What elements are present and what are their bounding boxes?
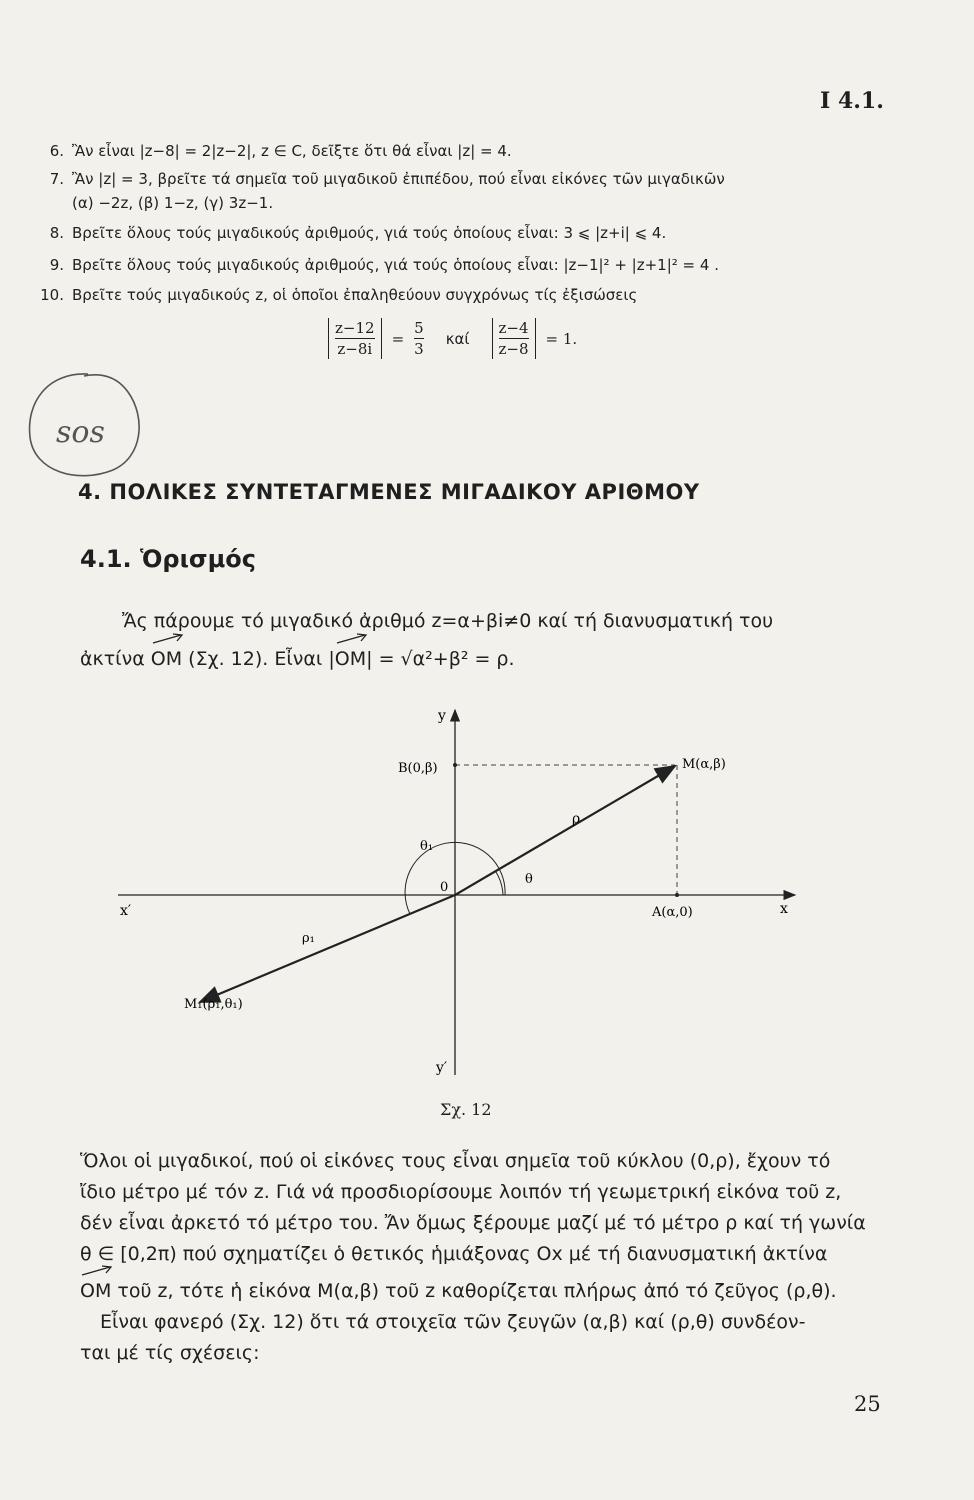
- fraction-numerator: 5: [414, 319, 424, 337]
- exercise-number: 6.: [49, 142, 64, 160]
- label-y: y: [438, 708, 446, 724]
- label-m: M(α,β): [682, 757, 726, 772]
- section-heading: 4.1. Ὁρισμός: [80, 545, 256, 573]
- intro-line-2: [80, 644, 515, 675]
- vector-arrow-icon: [335, 632, 369, 646]
- fraction-numerator: z−12: [335, 319, 375, 337]
- intro-text: | = √α²+β² = ρ.: [366, 648, 515, 670]
- fraction-denominator: 3: [414, 340, 424, 358]
- figure-caption: Σχ. 12: [440, 1100, 492, 1119]
- exercise-number: 7.: [49, 170, 64, 188]
- label-a: A(α,0): [652, 905, 693, 920]
- handwritten-note: sos: [56, 415, 105, 450]
- exercise-text: Βρεῖτε ὅλους τούς μιγαδικούς ἀριθμούς, γιά τούς ὁποίους εἶναι: |z−1|² + |z+1|² = 4 .: [72, 256, 719, 274]
- paragraph-line-4: θ ∈ [0,2π) πού σχηματίζει ὁ θετικός ἡμιάξονας Ox μέ τή διανυσματική ἀκτίνα: [80, 1243, 828, 1265]
- paragraph-line-2: ἴδιο μέτρο μέ τόν z. Γιά νά προσδιορίσουμε λοιπόν τή γεωμετρική εἰκόνα τοῦ z,: [80, 1181, 842, 1203]
- fraction-abs-1: [328, 318, 382, 359]
- section-reference: I 4.1.: [820, 88, 884, 114]
- vector-arrow-icon: [80, 1264, 114, 1278]
- page-number: 25: [854, 1392, 881, 1416]
- paragraph-line-5: [80, 1276, 837, 1307]
- exercise-text: Βρεῖτε τούς μιγαδικούς z, οἱ ὁποῖοι ἐπαληθεύουν συγχρόνως τίς ἐξισώσεις: [72, 286, 638, 304]
- exercise-7-cont: [30, 192, 273, 214]
- label-m1: M₁(ρ₁,θ₁): [184, 997, 243, 1012]
- vector-om-line: [455, 766, 675, 895]
- intro-text: ἀκτίνα: [80, 648, 151, 670]
- vector-label: OM: [80, 1280, 112, 1302]
- paragraph-text: τοῦ z, τότε ἡ εἰκόνα M(α,β) τοῦ z καθορίζεται πλήρως ἀπό τό ζεῦγος (ρ,θ).: [111, 1280, 837, 1302]
- exercise-10: [30, 284, 637, 306]
- exercise-8: [30, 222, 666, 244]
- exercise-text: (α) −2z, (β) 1−z, (γ) 3z−1.: [72, 194, 274, 212]
- vector-om1-line: [200, 895, 455, 1002]
- label-origin: 0: [440, 880, 449, 895]
- label-theta: θ: [525, 872, 533, 887]
- point-b: [453, 763, 457, 767]
- vector-om-3: [80, 1276, 111, 1307]
- figure-12: [100, 700, 820, 1100]
- label-rho1: ρ₁: [302, 931, 315, 946]
- fraction-rhs: [414, 318, 424, 359]
- equals-one: = 1.: [545, 329, 578, 348]
- chapter-heading: 4. ΠΟΛΙΚΕΣ ΣΥΝΤΕΤΑΓΜΕΝΕΣ ΜΙΓΑΔΙΚΟΥ ΑΡΙΘΜΟΥ: [78, 480, 700, 504]
- handwritten-sos-circle: [18, 362, 148, 492]
- fraction-abs-2: [492, 318, 536, 359]
- label-theta1: θ₁: [420, 839, 434, 854]
- vector-label: OM: [334, 648, 367, 670]
- label-x: x: [780, 901, 788, 917]
- exercise-9: [30, 254, 719, 276]
- exercise-text: Βρεῖτε ὅλους τούς μιγαδικούς ἀριθμούς, γιά τούς ὁποίους εἶναι: 3 ⩽ |z+i| ⩽ 4.: [72, 224, 667, 242]
- exercise-number: 10.: [40, 286, 64, 304]
- equation: [328, 318, 577, 359]
- conjunction: καί: [445, 329, 470, 348]
- exercise-number: 9.: [49, 256, 64, 274]
- paragraph-line-1: Ὅλοι οἱ μιγαδικοί, πού οἱ εἰκόνες τους εἶναι σημεῖα τοῦ κύκλου (0,ρ), ἔχουν τό: [80, 1150, 831, 1172]
- paragraph2-line-1: Εἶναι φανερό (Σχ. 12) ὅτι τά στοιχεῖα τῶν ζευγῶν (α,β) καί (ρ,θ) συνδέον-: [100, 1311, 806, 1333]
- fraction-denominator: z−8i: [337, 340, 373, 358]
- label-x-prime: x′: [120, 903, 132, 919]
- point-a: [675, 893, 679, 897]
- exercise-7: [30, 168, 725, 190]
- label-rho: ρ: [572, 811, 581, 827]
- intro-line-1: Ἄς πάρουμε τό μιγαδικό ἀριθμό z=α+βi≠0 καί τή διανυσματική του: [122, 610, 774, 632]
- vector-label: OM: [150, 648, 183, 670]
- vector-om-2: [335, 644, 366, 675]
- paragraph-line-3: δέν εἶναι ἀρκετό τό μέτρο του. Ἄν ὅμως ξέρουμε μαζί μέ τό μέτρο ρ καί τή γωνία: [80, 1212, 866, 1234]
- paragraph2-line-2: ται μέ τίς σχέσεις:: [80, 1342, 260, 1364]
- label-y-prime: y′: [436, 1060, 448, 1076]
- exercise-text: Ἂν εἶναι |z−8| = 2|z−2|, z ∈ C, δεῖξτε ὅτι θά εἶναι |z| = 4.: [72, 142, 512, 160]
- label-b: B(0,β): [398, 761, 438, 776]
- fraction-denominator: z−8: [498, 340, 529, 358]
- equals-sign: =: [391, 329, 405, 348]
- fraction-numerator: z−4: [498, 319, 529, 337]
- vector-arrow-icon: [151, 632, 185, 646]
- exercise-text: Ἂν |z| = 3, βρεῖτε τά σημεῖα τοῦ μιγαδικοῦ ἐπιπέδου, πού εἶναι εἰκόνες τῶν μιγαδικῶν: [72, 170, 725, 188]
- vector-om: [151, 644, 182, 675]
- intro-text: (Σχ. 12). Εἶναι |: [182, 648, 335, 670]
- exercise-6: [30, 140, 512, 162]
- exercise-number: 8.: [49, 224, 64, 242]
